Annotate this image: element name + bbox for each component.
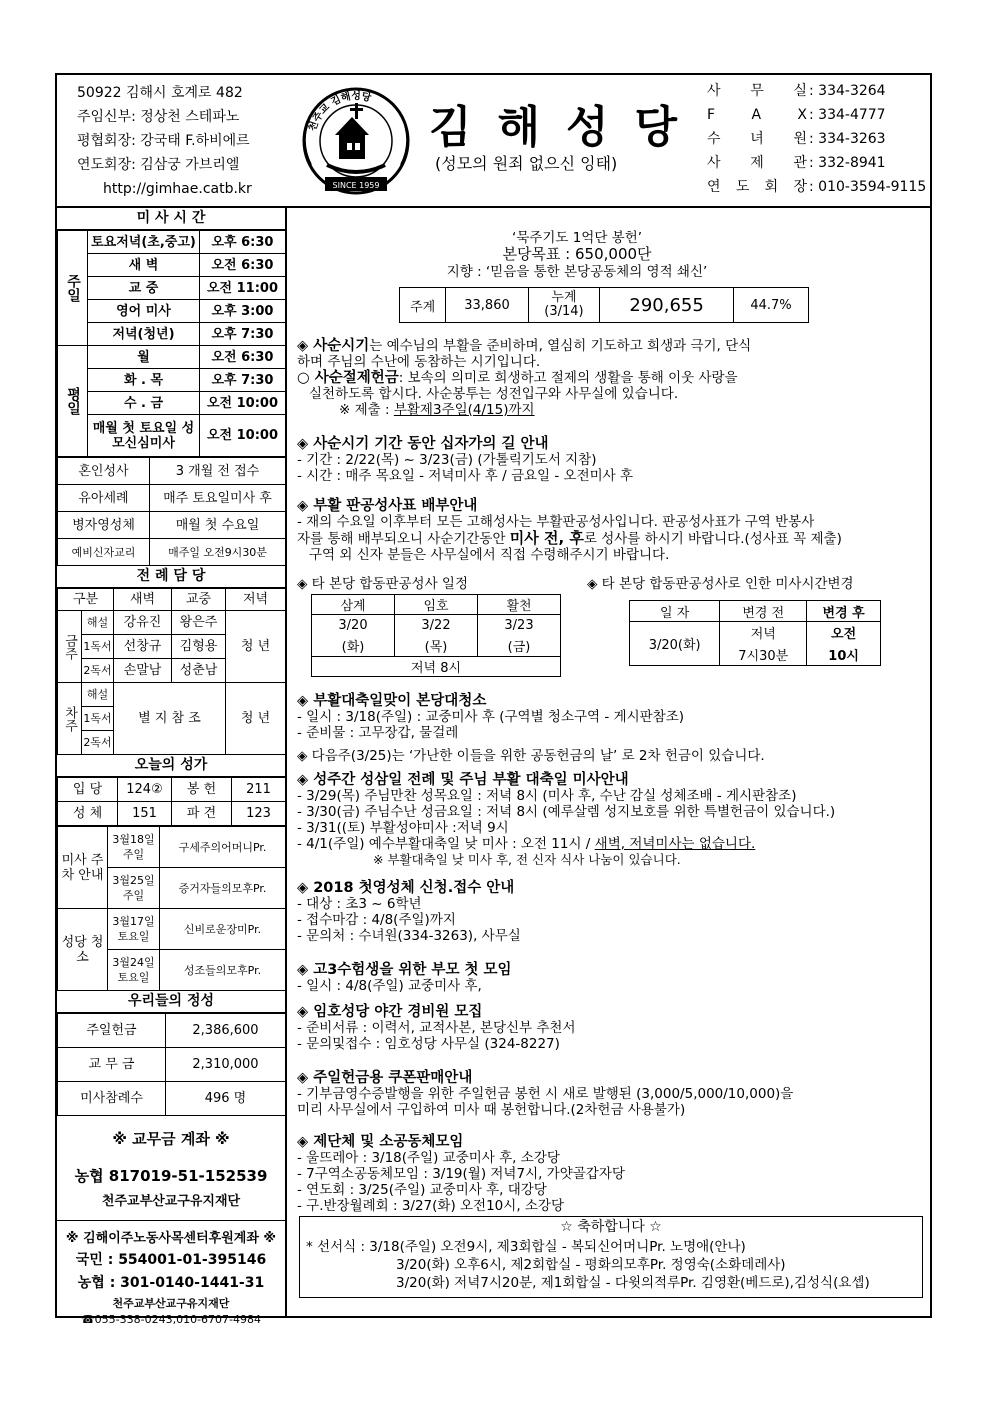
guide-date: 3월25일 주일 bbox=[108, 868, 160, 909]
coupon-line-2: 미리 사무실에서 구입하여 미사 때 봉헌합니다.(2차헌금 사용불가) bbox=[297, 1102, 686, 1118]
mass-time: 오전 10:00 bbox=[200, 392, 286, 415]
mass-time: 오후 3:00 bbox=[200, 300, 286, 323]
contact-value: : 332-8941 bbox=[809, 155, 886, 171]
parish-title: 김해성당 bbox=[429, 102, 704, 153]
council-president: 평협회장: 강국태 F.하비에르 bbox=[77, 133, 250, 149]
groups-line-3: - 연도회 : 3/25(주일) 교중미사 후, 대강당 bbox=[297, 1182, 547, 1198]
website-link[interactable]: http://gimhae.catb.kr bbox=[103, 181, 252, 197]
duty-person: 김형용 bbox=[172, 635, 226, 659]
change-date: 3/20(화) bbox=[630, 622, 720, 666]
center-account-kb: 국민 : 554001-01-395146 bbox=[75, 1252, 267, 1268]
rosary-total-label: 누계 bbox=[551, 290, 577, 305]
holy-week-section bbox=[297, 772, 835, 868]
duty-role: 해설 bbox=[82, 611, 114, 635]
parish-day: (목) bbox=[395, 636, 478, 657]
mass-time: 오후 7:30 bbox=[200, 323, 286, 346]
offering-label: 주일헌금 bbox=[58, 1014, 166, 1048]
mass-time: 오전 6:30 bbox=[200, 346, 286, 369]
rosary-total-cell bbox=[528, 288, 600, 323]
mass-change-heading: ◈ 타 본당 합동판공성사로 인한 미사시간변경 bbox=[587, 576, 854, 592]
duty-header: 새벽 bbox=[114, 589, 172, 611]
center-phone: ☎055-338-0243,010-6707-4984 bbox=[80, 1313, 262, 1326]
sacrament-name: 병자영성체 bbox=[58, 512, 150, 539]
guide-group: 증거자들의모후Pr. bbox=[160, 868, 286, 909]
cleaning-date: 3월17일 토요일 bbox=[108, 909, 160, 950]
first-communion-section bbox=[297, 880, 521, 944]
migrant-center-account bbox=[57, 1221, 285, 1326]
groups-section bbox=[297, 1134, 625, 1214]
duty-role: 1독서 bbox=[82, 635, 114, 659]
holy-week-line-4a: - 4/1(주일) 예수부활대축일 낮 미사 : 오전 11시 / bbox=[297, 836, 595, 852]
holy-week-line-3: - 3/31((토) 부활성야미사 :저녁 9시 bbox=[297, 820, 509, 836]
mass-name: 수 . 금 bbox=[88, 392, 200, 415]
cleaning-line-1: - 일시 : 3/18(주일) : 교중미사 후 (구역별 청소구역 - 게시판참조) bbox=[297, 709, 684, 725]
change-before: 저녁 bbox=[720, 622, 807, 644]
bulletin-frame bbox=[55, 73, 932, 1326]
sacrament-info: 매주일 오전9시30분 bbox=[150, 539, 286, 566]
hymn-number: 123 bbox=[232, 802, 286, 826]
mass-name: 매월 첫 토요일 성모신심미사 bbox=[88, 415, 200, 457]
mass-name: 저녁(청년) bbox=[88, 323, 200, 346]
tithe-account bbox=[57, 1116, 285, 1221]
mass-change-table bbox=[629, 600, 881, 666]
offering-value: 496 명 bbox=[166, 1082, 286, 1116]
fast-heading: ○ 사순절제헌금 bbox=[297, 370, 399, 386]
confession-section bbox=[297, 498, 842, 563]
mass-time: 오후 7:30 bbox=[200, 369, 286, 392]
confession-line-2b: 미사 전, 후 bbox=[509, 529, 584, 547]
mass-name: 토요저녁(초,중고) bbox=[88, 231, 200, 254]
duty-see-attached: 별 지 참 조 bbox=[114, 683, 226, 755]
poor-collection-notice: ◈ 다음주(3/25)는 ‘가난한 이들을 위한 공동헌금의 날’ 로 2차 헌금이 있습니다. bbox=[297, 748, 765, 764]
contact-value: : 334-4777 bbox=[809, 107, 886, 123]
first-communion-line-1: - 대상 : 초3 ~ 6학년 bbox=[297, 896, 422, 912]
stations-heading: ◈ 사순시기 기간 동안 십자가의 길 안내 bbox=[297, 436, 549, 452]
holy-week-line-2: - 3/30(금) 주님수난 성금요일 : 저녁 8시 (예루살렘 성지보호를 위한 특별헌금이 있습니다.) bbox=[297, 804, 836, 820]
cleaning-section bbox=[297, 693, 684, 741]
cleaning-date: 3월24일 토요일 bbox=[108, 950, 160, 991]
congratulations-line-1: * 선서식 : 3/18(주일) 오전9시, 제3회합실 - 복되신어머니Pr. 노명애(안나) bbox=[306, 1239, 746, 1255]
cleaning-group: 신비로운장미Pr. bbox=[160, 909, 286, 950]
tithe-account-holder: 천주교부산교구유지재단 bbox=[101, 1194, 241, 1209]
duty-person: 성춘남 bbox=[172, 659, 226, 683]
offering-label: 미사참례수 bbox=[58, 1082, 166, 1116]
duty-role: 2독서 bbox=[82, 731, 114, 755]
header bbox=[57, 75, 930, 208]
mass-name: 월 bbox=[88, 346, 200, 369]
hymn-number: 211 bbox=[232, 778, 286, 802]
center-account-holder: 천주교부산교구유지재단 bbox=[112, 1297, 230, 1310]
lent-line-1: 는 예수님의 부활을 준비하며, 열심히 기도하고 희생과 극기, 단식 bbox=[369, 338, 752, 354]
hymns-title: 오늘의 성가 bbox=[57, 755, 285, 777]
parish-day: (화) bbox=[312, 636, 395, 657]
mass-time: 오전 6:30 bbox=[200, 254, 286, 277]
tithe-account-number: 농협 817019-51-152539 bbox=[74, 1167, 268, 1185]
congratulations-line-3: 3/20(화) 저녁7시20분, 제1회합실 - 다윗의적루Pr. 김영환(베드로),김성식(요셉) bbox=[396, 1275, 870, 1291]
guide-group: 구세주의어머니Pr. bbox=[160, 827, 286, 868]
liturgy-duty-table bbox=[57, 588, 286, 755]
parish-name: 삼계 bbox=[312, 595, 395, 615]
cleaning-heading: ◈ 부활대축일맞이 본당대청소 bbox=[297, 693, 487, 709]
congratulations-box bbox=[299, 1216, 923, 1298]
guard-recruit-line-2: - 문의및접수 : 임호성당 사무실 (324-8227) bbox=[297, 1036, 560, 1052]
parish-name: 활천 bbox=[478, 595, 561, 615]
duty-person: 강유진 bbox=[114, 611, 172, 635]
evening-duty: 청 년 bbox=[226, 683, 286, 755]
groups-line-1: - 울뜨레아 : 3/18(주일) 교중미사 후, 소강당 bbox=[297, 1150, 560, 1166]
hymn-label: 성 체 bbox=[58, 802, 118, 826]
pastor: 주임신부: 정상천 스테파노 bbox=[77, 109, 240, 125]
mass-name: 교 중 bbox=[88, 277, 200, 300]
rosary-goal: 본당목표 : 650,000단 bbox=[502, 245, 652, 263]
mass-name: 영어 미사 bbox=[88, 300, 200, 323]
contact-label-rectory: 사 제 관 bbox=[707, 155, 807, 171]
contact-value: : 010-3594-9115 bbox=[809, 179, 927, 195]
mass-time: 오전 10:00 bbox=[200, 415, 286, 457]
sacrament-info: 매월 첫 수요일 bbox=[150, 512, 286, 539]
mass-name: 새 벽 bbox=[88, 254, 200, 277]
parish-day: (금) bbox=[478, 636, 561, 657]
parish-date: 3/20 bbox=[312, 615, 395, 636]
parish-subtitle: (성모의 원죄 없으신 잉태) bbox=[435, 154, 618, 173]
rosary-table bbox=[399, 287, 809, 323]
weekday-label: 평일 bbox=[58, 346, 88, 457]
rosary-title: ‘묵주기도 1억단 봉헌’ bbox=[511, 230, 643, 246]
mass-times-title: 미 사 시 간 bbox=[57, 208, 285, 230]
parking-guide-table bbox=[57, 826, 286, 991]
fast-line-2: 실천하도록 합시다. 사순봉투는 성전입구와 사무실에 있습니다. bbox=[309, 386, 679, 402]
change-header: 변경 전 bbox=[720, 601, 807, 622]
sacrament-name: 혼인성사 bbox=[58, 458, 150, 485]
change-before-time: 7시30분 bbox=[720, 644, 807, 666]
mass-times-table bbox=[57, 230, 286, 457]
sacrament-info: 3 개월 전 접수 bbox=[150, 458, 286, 485]
hymn-number: 124② bbox=[118, 778, 172, 802]
parish-date: 3/22 bbox=[395, 615, 478, 636]
offering-value: 2,310,000 bbox=[166, 1048, 286, 1082]
confession-heading: ◈ 부활 판공성사표 배부안내 bbox=[297, 498, 478, 514]
hymns-table bbox=[57, 777, 286, 826]
first-communion-line-3: - 문의처 : 수녀원(334-3263), 사무실 bbox=[297, 928, 521, 944]
evening-duty: 청 년 bbox=[226, 611, 286, 683]
coupon-line-1: - 기부금영수증발행을 위한 주일헌금 봉헌 시 새로 발행된 (3,000/5,000/10,000)을 bbox=[297, 1086, 794, 1102]
sacrament-info: 매주 토요일미사 후 bbox=[150, 485, 286, 512]
first-communion-heading: ◈ 2018 첫영성체 신청.접수 안내 bbox=[297, 880, 515, 896]
duty-role: 2독서 bbox=[82, 659, 114, 683]
logo-text: 천주교 김해성당 bbox=[307, 90, 373, 133]
contact-value: : 334-3263 bbox=[809, 131, 886, 147]
duty-person: 왕은주 bbox=[172, 611, 226, 635]
groups-line-2: - 7구역소공동체모임 : 3/19(월) 저녁7시, 가얏골갑자당 bbox=[297, 1166, 625, 1182]
change-header: 일 자 bbox=[630, 601, 720, 622]
duty-header: 저녁 bbox=[226, 589, 286, 611]
parish-logo bbox=[297, 85, 415, 197]
rosary-total-value: 290,655 bbox=[600, 288, 734, 323]
sacraments-table bbox=[57, 457, 286, 566]
duty-person: 손말남 bbox=[114, 659, 172, 683]
parents-meeting-line-1: - 일시 : 4/8(주일) 교중미사 후, bbox=[297, 978, 482, 994]
sunday-label: 주일 bbox=[58, 231, 88, 346]
holy-week-line-4b: 새벽, 저녁미사는 없습니다. bbox=[594, 836, 756, 852]
confession-line-2a: 자를 통해 배부되오니 사순기간동안 bbox=[297, 531, 510, 547]
parents-meeting-heading: ◈ 고3수험생을 위한 부모 첫 모임 bbox=[297, 962, 512, 978]
contact-label-yeondo: 연 도 회 장 bbox=[707, 179, 807, 195]
this-week-label: 금주 bbox=[58, 611, 82, 683]
cleaning-line-2: - 준비물 : 고무장갑, 물걸레 bbox=[297, 725, 459, 741]
duty-role: 1독서 bbox=[82, 707, 114, 731]
hymn-label: 입 당 bbox=[58, 778, 118, 802]
stations-section bbox=[297, 436, 633, 484]
mass-name: 화 . 목 bbox=[88, 369, 200, 392]
stations-line-1: - 기간 : 2/22(목) ~ 3/23(금) (가톨릭기도서 지참) bbox=[297, 452, 597, 468]
cleaning-label: 성당 청소 bbox=[58, 909, 108, 991]
groups-heading: ◈ 제단체 및 소공동체모임 bbox=[297, 1134, 464, 1150]
sacrament-name: 유아세례 bbox=[58, 485, 150, 512]
hymn-number: 151 bbox=[118, 802, 172, 826]
fast-submit-date: 부활제3주일(4/15)까지 bbox=[393, 402, 535, 418]
duty-header: 교중 bbox=[172, 589, 226, 611]
guard-recruit-line-1: - 준비서류 : 이력서, 교적사본, 본당신부 추천서 bbox=[297, 1020, 576, 1036]
lent-line-2: 하며 주님의 수난에 동참하는 시기입니다. bbox=[297, 354, 541, 370]
contact-value: : 334-3264 bbox=[809, 83, 886, 99]
lent-section bbox=[297, 338, 751, 418]
offering-title: 우리들의 정성 bbox=[57, 991, 285, 1013]
stations-line-2: - 시간 : 매주 목요일 - 저녁미사 후 / 금요일 - 오전미사 후 bbox=[297, 468, 634, 484]
parish-time: 저녁 8시 bbox=[312, 657, 561, 677]
hymn-label: 파 견 bbox=[172, 802, 232, 826]
left-column bbox=[57, 208, 285, 1326]
change-after: 오전 bbox=[807, 622, 881, 644]
guide-date: 3월18일 주일 bbox=[108, 827, 160, 868]
offering-table bbox=[57, 1013, 286, 1116]
fast-submit-label: ※ 제출 : bbox=[339, 402, 390, 418]
column-divider bbox=[285, 208, 287, 1316]
duty-role: 해설 bbox=[82, 683, 114, 707]
cleaning-group: 성조들의모후Pr. bbox=[160, 950, 286, 991]
confession-line-3: 구역 외 신자 분들은 사무실에서 직접 수령해주시기 바랍니다. bbox=[309, 547, 670, 563]
other-parish-heading: ◈ 타 본당 합동판공성사 일정 bbox=[297, 576, 468, 592]
rosary-percent: 44.7% bbox=[733, 288, 808, 323]
change-header: 변경 후 bbox=[807, 601, 881, 622]
offering-value: 2,386,600 bbox=[166, 1014, 286, 1048]
rosary-week-label: 주계 bbox=[400, 288, 446, 323]
guard-recruit-heading: ◈ 임호성당 야간 경비원 모집 bbox=[297, 1004, 483, 1020]
duty-person: 선창규 bbox=[114, 635, 172, 659]
parish-date: 3/23 bbox=[478, 615, 561, 636]
mass-time: 오후 6:30 bbox=[200, 231, 286, 254]
mass-guide-label: 미사 주차 안내 bbox=[58, 827, 108, 909]
change-after-time: 10시 bbox=[807, 644, 881, 666]
guard-recruit-section bbox=[297, 1004, 576, 1052]
rosary-intention: 지향 : ‘믿음을 통한 본당공동체의 영적 쇄신’ bbox=[446, 264, 708, 280]
logo-since: SINCE 1959 bbox=[332, 181, 380, 190]
hymn-label: 봉 헌 bbox=[172, 778, 232, 802]
contact-label-convent: 수 녀 원 bbox=[707, 131, 807, 147]
parents-meeting-section bbox=[297, 962, 512, 994]
holy-week-line-5: ※ 부활대축일 낮 미사 후, 전 신자 식사 나눔이 있습니다. bbox=[373, 852, 681, 867]
coupon-heading: ◈ 주일헌금용 쿠폰판매안내 bbox=[297, 1070, 473, 1086]
rosary-total-date: (3/14) bbox=[544, 304, 584, 319]
parish-name: 임호 bbox=[395, 595, 478, 615]
confession-line-2c: 로 성사를 하시기 바랍니다.(성사표 꼭 제출) bbox=[583, 531, 842, 547]
rosary-week-value: 33,860 bbox=[446, 288, 528, 323]
youth-president: 연도회장: 김삼궁 가브리엘 bbox=[77, 157, 240, 173]
contact-list bbox=[707, 79, 926, 199]
congratulations-line-2: 3/20(화) 오후6시, 제2회합실 - 평화의모후Pr. 정영숙(소화데레사) bbox=[396, 1257, 786, 1273]
offering-label: 교 무 금 bbox=[58, 1048, 166, 1082]
holy-week-heading: ◈ 성주간 성삼일 전례 및 주님 부활 대축일 미사안내 bbox=[297, 772, 629, 788]
contact-label-fax: F A X bbox=[707, 107, 807, 123]
fast-line-1: : 보속의 의미로 희생하고 절제의 생활을 통해 이웃 사랑을 bbox=[398, 370, 738, 386]
duty-header: 구분 bbox=[58, 589, 114, 611]
header-info bbox=[77, 81, 252, 201]
next-week-label: 차주 bbox=[58, 683, 82, 755]
address: 50922 김해시 호계로 482 bbox=[77, 85, 243, 101]
contact-label-office: 사 무 실 bbox=[707, 83, 807, 99]
groups-line-4: - 구.반장월례회 : 3/27(화) 오전10시, 소강당 bbox=[297, 1198, 565, 1214]
confession-line-1: - 재의 수요일 이후부터 모든 고해성사는 부활판공성사입니다. 판공성사표가 구역 반봉사 bbox=[297, 514, 815, 530]
first-communion-line-2: - 접수마감 : 4/8(주일)까지 bbox=[297, 912, 456, 928]
center-account-title: ※ 김해이주노동사목센터후원계좌 ※ bbox=[65, 1231, 277, 1246]
liturgy-duty-title: 전 례 담 당 bbox=[57, 566, 285, 588]
lent-heading: ◈ 사순시기 bbox=[297, 338, 370, 354]
center-account-nh: 농협 : 301-0140-1441-31 bbox=[77, 1275, 265, 1291]
sacrament-name: 예비신자교리 bbox=[58, 539, 150, 566]
congratulations-heading: ☆ 축하합니다 ☆ bbox=[560, 1219, 662, 1235]
coupon-section bbox=[297, 1070, 793, 1118]
holy-week-line-1: - 3/29(목) 주님만찬 성목요일 : 저녁 8시 (미사 후, 수난 감실 성체조배 - 게시판참조) bbox=[297, 788, 797, 804]
other-parish-table bbox=[311, 594, 561, 677]
mass-time: 오전 11:00 bbox=[200, 277, 286, 300]
tithe-account-title: ※ 교무금 계좌 ※ bbox=[112, 1130, 230, 1148]
